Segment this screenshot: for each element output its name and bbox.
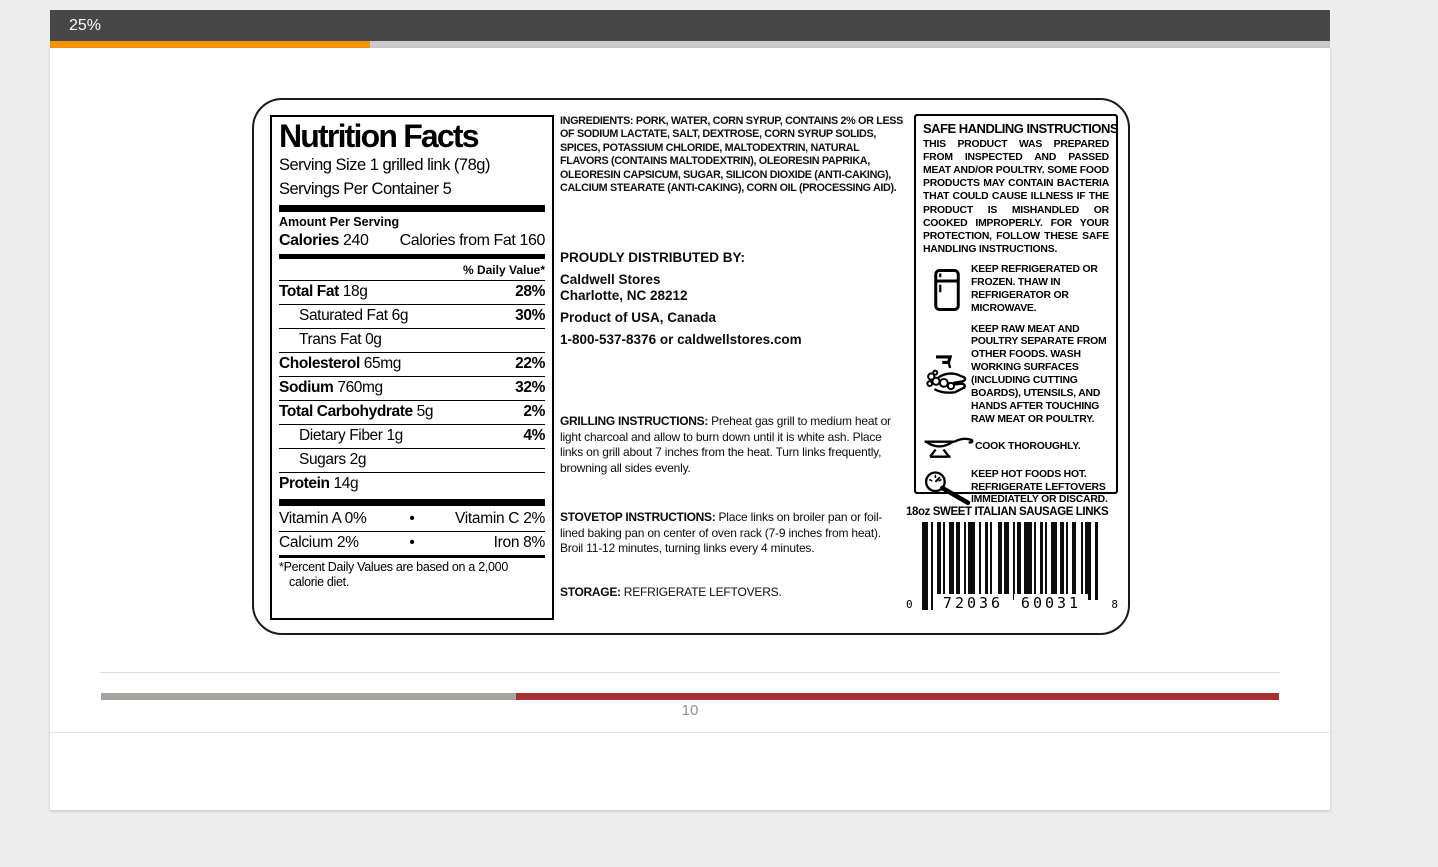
daily-value-header: % Daily Value* xyxy=(462,263,545,278)
slider-value-label: 10 xyxy=(681,702,699,719)
product-label-image xyxy=(252,98,1130,635)
distributor-city: Charlotte, NC 28212 xyxy=(560,287,688,303)
divider-line-bottom xyxy=(50,732,1330,733)
calories-row xyxy=(279,231,545,252)
nutrient-row: Trans Fat 0g xyxy=(279,328,545,352)
upc-barcode xyxy=(904,522,1118,618)
storage-instructions: STORAGE: REFRIGERATE LEFTOVERS. xyxy=(560,585,782,599)
amount-per-serving: Amount Per Serving xyxy=(279,215,400,230)
safe-handling-item: KEEP HOT FOODS HOT. REFRIGERATE LEFTOVERS IMMEDIATELY OR DISCARD. xyxy=(923,469,1109,508)
calories-from-fat: Calories from Fat 160 xyxy=(399,232,545,250)
safe-handling-title: SAFE HANDLING INSTRUCTIONS xyxy=(923,121,1118,136)
calories-value: 240 xyxy=(343,232,369,250)
safe-handling-item: KEEP RAW MEAT AND POULTRY SEPARATE FROM OTHER FOODS. WASH WORKING SURFACES (INCLUDING CUTTING BOARDS), UTENSILS, AND HANDS AFTER TOUCHING RAW MEAT OR POULTRY. xyxy=(923,324,1109,427)
nutrient-row: Saturated Fat 6g 30% xyxy=(279,304,545,328)
slider-segment-gray[interactable] xyxy=(101,693,516,700)
upc-digit-left: 0 xyxy=(906,598,913,611)
servings-per-container: Servings Per Container 5 xyxy=(279,180,452,199)
distributed-by-label: PROUDLY DISTRIBUTED BY: xyxy=(560,250,746,265)
calories-label: Calories xyxy=(279,232,339,250)
divider-thick xyxy=(279,205,545,212)
ingredients-label: INGREDIENTS: xyxy=(560,115,636,127)
thermometer-icon xyxy=(923,470,971,506)
survey-progress-bar xyxy=(50,10,1330,41)
distributor-contact: 1-800-537-8376 or caldwellstores.com xyxy=(560,332,802,348)
nutrient-row: Total Carbohydrate 5g 2% xyxy=(279,400,545,424)
progress-percent-label: 25% xyxy=(69,17,102,34)
distributor-block xyxy=(560,250,904,347)
product-origin: Product of USA, Canada xyxy=(560,310,717,326)
serving-size: Serving Size 1 grilled link (78g) xyxy=(279,155,490,174)
upc-digits-group1: 72036 xyxy=(936,594,1010,612)
grilling-instructions: GRILLING INSTRUCTIONS: Preheat gas grill to medium heat or light charcoal and allow to burn down until it is white ash. Place links on grill about 7 inches from the heat. Turn links frequently, browning all sides evenly. xyxy=(560,414,891,475)
ingredients-text: INGREDIENTS: PORK, WATER, CORN SYRUP, CONTAINS 2% OR LESS OF SODIUM LACTATE, SALT, DEXTROSE, CORN SYRUP SOLIDS, SPICES, POTASSIUM CHLORIDE, MALTODEXTRIN, NATURAL FLAVORS (CONTAINS MALTODEXTRIN), OLEORESIN PAPRIKA, OLEORESIN CAPSICUM, SUGAR, SILICON DIOXIDE (ANTI-CAKING), CALCIUM STEARATE (ANTI-CAKING), CORN OIL (PROCESSING AID). xyxy=(560,115,903,195)
vitamin-row: Calcium 2% • Iron 8% xyxy=(279,531,545,555)
safe-handling-intro: THIS PRODUCT WAS PREPARED FROM INSPECTED AND PASSED MEAT AND/OR POULTRY. SOME FOOD PRODUCTS MAY CONTAIN BACTERIA THAT COULD CAUSE ILLNESS IF THE PRODUCT IS MISHANDLED OR COOKED IMPROPERLY. FOR YOUR PROTECTION, FOLLOW THESE SAFE HANDLING INSTRUCTIONS. xyxy=(923,139,1109,255)
progress-track xyxy=(50,41,1330,48)
progress-fill xyxy=(50,41,370,48)
refrigerator-icon xyxy=(932,267,962,313)
nutrient-row: Sodium 760mg 32% xyxy=(279,376,545,400)
safe-handling-item: COOK THOROUGHLY. xyxy=(923,435,1109,461)
upc-digits-group2: 60031 xyxy=(1014,594,1088,612)
nutrition-facts-panel xyxy=(270,115,554,620)
product-name: 18oz SWEET ITALIAN SAUSAGE LINKS xyxy=(906,506,1109,518)
safe-handling-items xyxy=(923,264,1109,507)
divider-line-top xyxy=(100,672,1280,673)
safe-handling-item: KEEP REFRIGERATED OR FROZEN. THAW IN REFRIGERATOR OR MICROWAVE. xyxy=(923,264,1109,316)
upc-digit-right: 8 xyxy=(1111,598,1118,611)
nutrient-row: Sugars 2g xyxy=(279,448,545,472)
divider-thick xyxy=(279,499,545,506)
nutrient-row: Protein 14g xyxy=(279,472,545,496)
vitamin-row: Vitamin A 0% • Vitamin C 2% xyxy=(279,510,545,528)
nutrition-title: Nutrition Facts xyxy=(279,118,478,154)
nutrient-rows xyxy=(279,280,545,496)
vitamin-rows xyxy=(279,508,545,555)
slider-segment-red[interactable] xyxy=(516,693,1279,700)
distributor-name: Caldwell Stores xyxy=(560,272,661,287)
nutrient-row: Total Fat 18g 28% xyxy=(279,280,545,304)
content-card xyxy=(50,48,1330,810)
nutrient-row: Cholesterol 65mg 22% xyxy=(279,352,545,376)
divider-medium xyxy=(279,254,545,259)
frying-pan-icon xyxy=(923,435,975,461)
rating-slider[interactable] xyxy=(101,693,1279,700)
safe-handling-box xyxy=(914,114,1118,506)
daily-value-footnote: *Percent Daily Values are based on a 2,000 calorie diet. xyxy=(279,555,545,590)
hand-washing-icon xyxy=(925,354,969,396)
stovetop-instructions: STOVETOP INSTRUCTIONS: Place links on broiler pan or foil-lined baking pan on center of oven rack (7-9 inches from heat). Broil 11-12 minutes, turning links every 4 minutes. xyxy=(560,510,883,556)
nutrient-row: Dietary Fiber 1g 4% xyxy=(279,424,545,448)
